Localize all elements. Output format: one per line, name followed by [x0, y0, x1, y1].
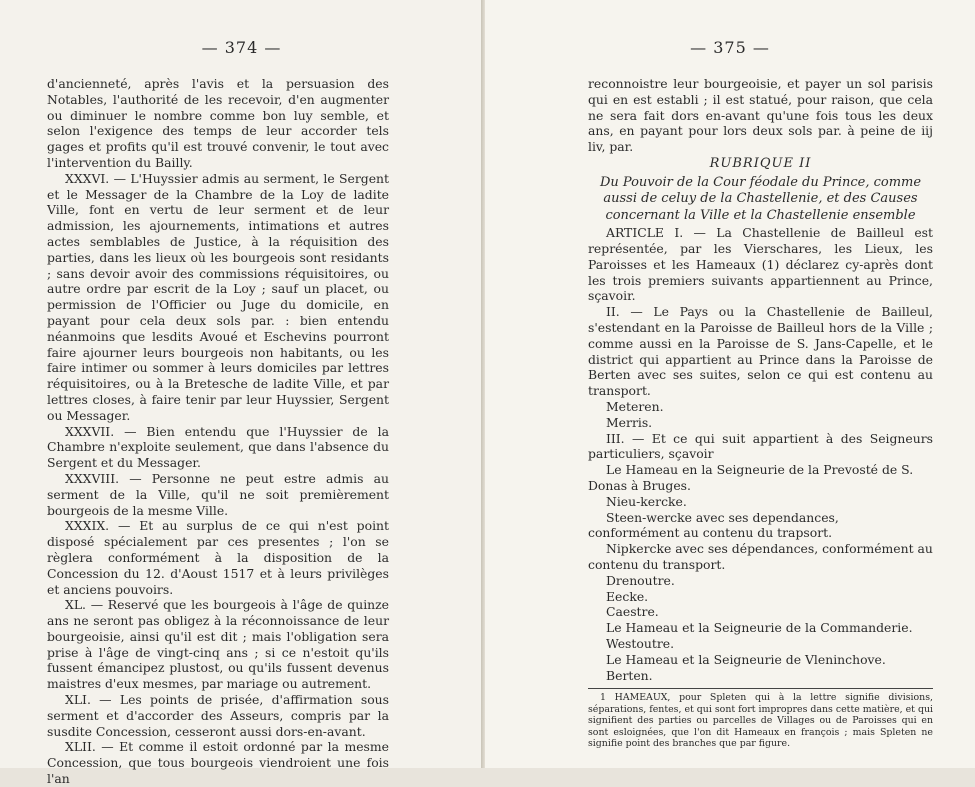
list-item: Westoutre. — [606, 636, 675, 651]
list-item: Eecke. — [606, 588, 649, 604]
article-xlii: XLII. — Et comme il estoit ordonné par la mesme Concession, que tous bourgeois viendroient une fois l'an — [47, 739, 389, 787]
list-item: Le Hameau et la Seigneurie de la Commanderie. — [606, 620, 913, 636]
left-page-text — [47, 76, 389, 787]
opening-paragraph: reconnoistre leur bourgeoisie, et payer un sol parisis qui en est establi ; il est statué, pour raison, que cela ne sera fait dors en-avant qu'une fois tous les deux ans, en payant pour lors deux sols par. à peine de iij liv, par. — [588, 76, 933, 155]
rubrique-title: RUBRIQUE II — [709, 155, 812, 171]
article-xxxviii: XXXVIII. — Personne ne peut estre admis au serment de la Ville, qu'il ne soit premièrement bourgeois de la mesme Ville. — [47, 470, 389, 518]
article-xxxvii: XXXVII. — Bien entendu que l'Huyssier de la Chambre n'exploite seulement, que dans l'absence du Sergent et du Messager. — [47, 423, 389, 471]
article-xl: XL. — Reservé que les bourgeois à l'âge de quinze ans ne seront pas obligez à la réconnoissance de leur bourgeoisie, ainsi qu'il est dit ; mais l'obligation sera prise à l'âge de vingt-cinq ans ; si ce n'estoit qu'ils fussent émancipez plustost, ou qu'ils fussent devenus maistres d'eux mesmes, par mariage ou autrement. — [47, 597, 389, 692]
article-xxxix: XXXIX. — Et au surplus de ce qui n'est point disposé spécialement par ces presentes ; l'on se règlera conformément à la disposition de la Concession du 12. d'Aoust 1517 et à leurs privilèges et anciens pouvoirs. — [47, 518, 389, 597]
list-item: Steen-wercke avec ses dependances, conformément au contenu du trapsort. — [588, 509, 839, 541]
list-item: Le Hameau en la Seigneurie de la Prevosté de S. Donas à Bruges. — [588, 462, 914, 494]
list-item: Nipkercke avec ses dépendances, conformément au contenu du transport. — [588, 541, 933, 573]
article-xxxvi: XXXVI. — L'Huyssier admis au serment, le Sergent et le Messager de la Chambre de la Loy de ladite Ville, font en vertu de leur serment et de leur admission, les ajournements, intimations et autres actes semblables de Justice, à la réquisition des parties, dans les lieux où les bourgeois sont residants ; sans devoir avoir des commissions réquisitoires, ou autre ordre par escrit de la Loy ; sauf un placet, ou permission de l'Officier ou Juge du domicile, en payant pour cela deux sols par. : bien entendu néanmoins que lesdits Avoué et Eschevins pourront faire ajourner leurs bourgeois non habitants, ou les faire intimer ou sommer à leurs domiciles par lettres réquisitoires, ou à la Bretesche de ladite Ville, et par lettres closes, à faire tenir par leur Huyssier, Sergent ou Messager. — [47, 170, 389, 423]
list-item: Caestre. — [606, 604, 659, 620]
article-i: ARTICLE I. — La Chastellenie de Bailleul est représentée, par les Vierschares, les Lieux, les Paroisses et les Hameaux (1) déclarez cy-après dont les trois premiers suivants appartiennent au Prince, sçavoir. — [588, 225, 933, 304]
right-page — [485, 0, 975, 768]
right-page-text — [588, 76, 933, 749]
list-item: Meteren. — [606, 399, 664, 415]
list-item: Merris. — [606, 414, 653, 430]
left-page — [0, 0, 483, 787]
footnote: 1 HAMEAUX, pour Spleten qui à la lettre signifie divisions, séparations, fentes, et qui sont fort impropres dans cette matière, et qui signifient des parties ou parcelles de Villages ou de Paroisses qui en sont esloignées, que l'on dit Hameaux en françois ; mais Spleten ne signifie point des branches que par figure. — [588, 692, 933, 750]
list-item: Le Hameau et la Seigneurie de Vleninchove. — [606, 651, 886, 667]
article-iii: III. — Et ce qui suit appartient à des Seigneurs particuliers, sçavoir — [588, 430, 933, 462]
article-ii: II. — Le Pays ou la Chastellenie de Bailleul, s'estendant en la Paroisse de Bailleul hors de la Ville ; comme aussi en la Paroisse de S. Jans-Capelle, et le district qui appartient au Prince dans la Paroisse de Berten avec ses suites, selon ce qui est contenu au transport. — [588, 304, 933, 399]
page-number-right: — 375 — — [690, 38, 770, 57]
list-item: Nieu-kercke. — [606, 493, 687, 509]
list-item: Berten. — [606, 667, 653, 683]
article-xli: XLI. — Les points de prisée, d'affirmation sous serment et d'accorder des Asseurs, compris par la susdite Concession, cesseront aussi dors-en-avant. — [47, 692, 389, 739]
paragraph: d'ancienneté, après l'avis et la persuasion des Notables, l'authorité de les recevoir, d'en augmenter ou diminuer le nombre comme bon luy semble, et selon l'exigence des temps de leur accorder tels gages et profits qu'il est trouvé convenir, le tout avec l'intervention du Bailly. — [47, 76, 389, 170]
list-item: Drenoutre. — [606, 572, 675, 588]
section-heading: Du Pouvoir de la Cour féodale du Prince, comme aussi de celuy de la Chastellenie, et des Causes concernant la Ville et la Chastellenie ensemble — [599, 174, 922, 223]
page-number-left: — 374 — — [201, 38, 282, 57]
footnote-divider — [588, 688, 933, 689]
